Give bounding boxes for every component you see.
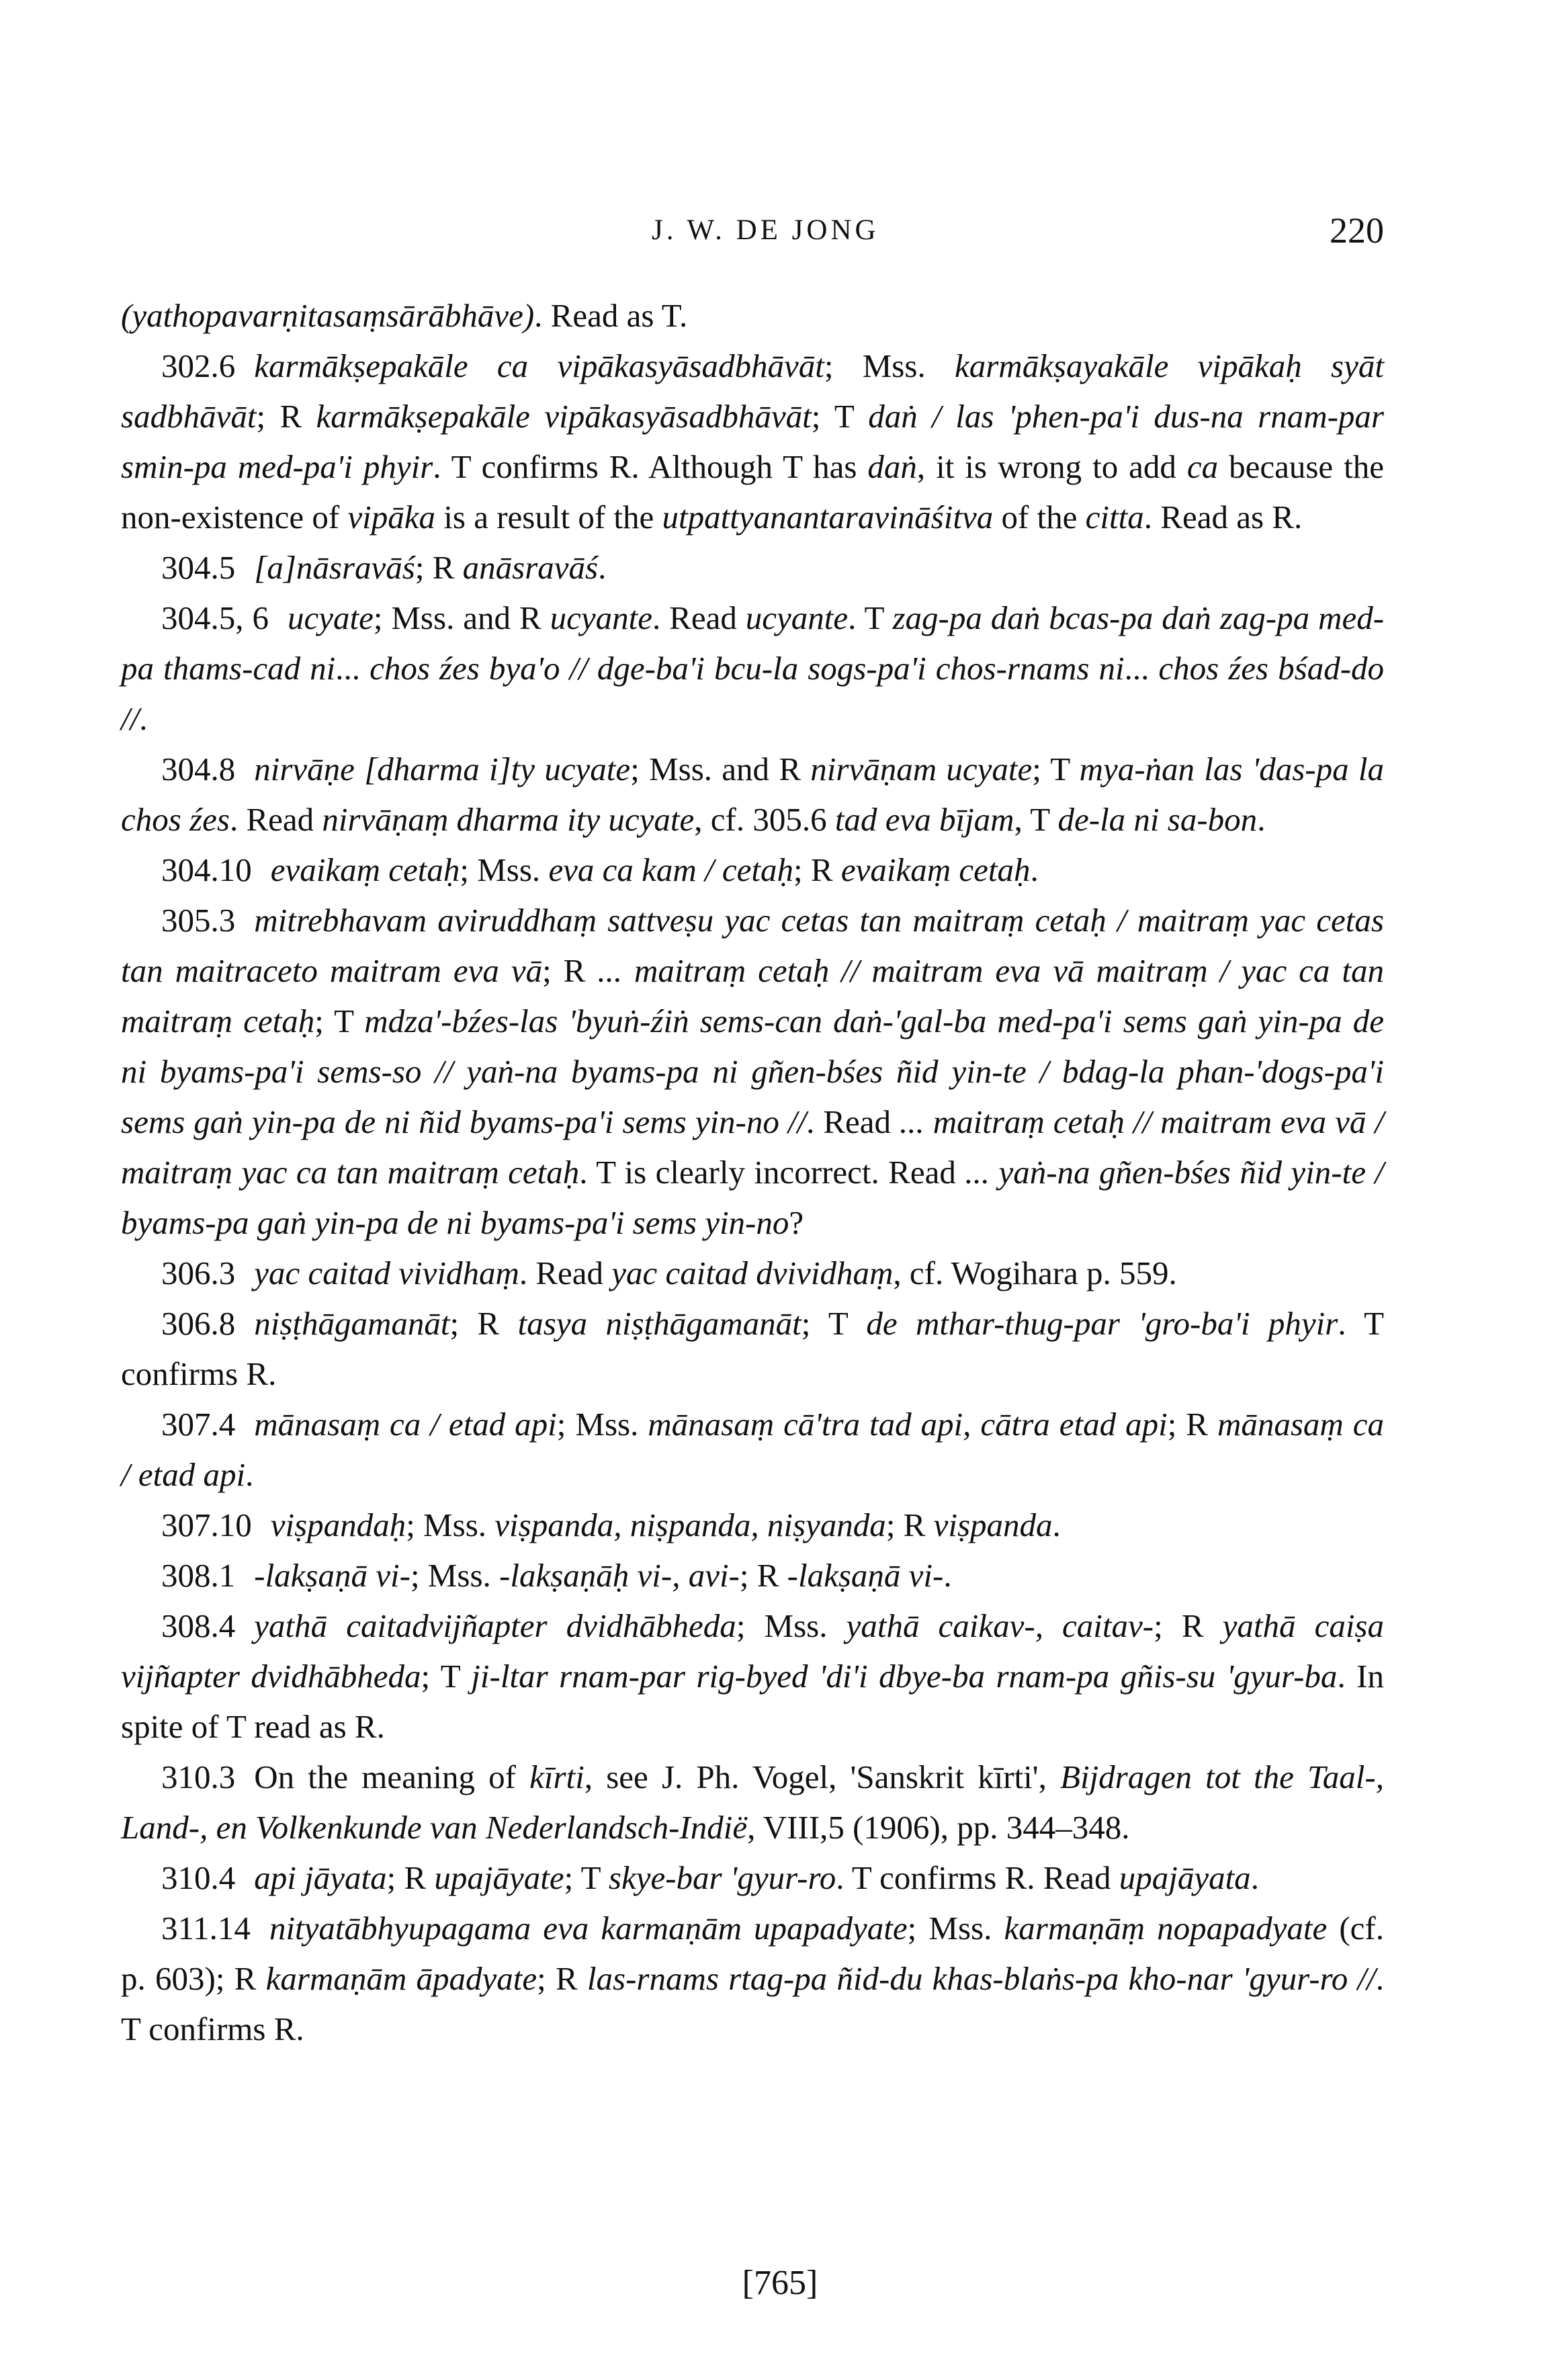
text-run: ; T — [564, 1859, 609, 1896]
line-reference: 304.5, 6 — [161, 599, 269, 636]
text-run: . Read — [652, 599, 746, 636]
line-reference: 302.6 — [161, 347, 236, 384]
italic-text: de-la ni sa-bon — [1057, 801, 1258, 838]
text-run: . T confirms R. Read — [836, 1859, 1119, 1896]
italic-text: mitrebhavam aviruddhaṃ sattveṣu yac cetas tan maitraṃ cetaḥ / maitraṃ yac cetas tan maitraceto maitram eva vā — [121, 902, 1384, 989]
italic-text: ... maitraṃ cetaḥ // maitram eva vā maitraṃ / yac ca tan maitraṃ cetaḥ — [121, 952, 1384, 1039]
italic-text: nityatābhyupagama eva karmaṇām upapadyate — [269, 1910, 908, 1947]
text-run: . — [245, 1456, 254, 1493]
text-run: because the non-existence of — [121, 448, 1384, 536]
line-reference: 310.3 — [161, 1758, 236, 1795]
note-entry — [121, 845, 1384, 895]
text-run: . T is clearly incorrect. Read — [579, 1154, 965, 1191]
text-run: . Read as R. — [1143, 499, 1303, 536]
text-run: ; T — [421, 1658, 472, 1695]
note-entry — [121, 341, 1384, 542]
line-reference: 307.10 — [161, 1506, 252, 1543]
italic-text: karmākṣayakāle vipākaḥ syāt sadbhāvāt — [121, 347, 1384, 435]
text-run: ; R — [1154, 1607, 1223, 1644]
text-run: ; R — [537, 1960, 587, 1997]
text-run: . — [1250, 1859, 1259, 1896]
line-reference: 308.1 — [161, 1557, 236, 1594]
italic-text: (yathopavarṇitasaṃsārābhāve) — [121, 297, 535, 334]
line-reference: 308.4 — [161, 1607, 236, 1644]
italic-text: yathā caiṣa vijñapter dvidhābheda — [121, 1607, 1385, 1695]
text-run: ; T — [801, 1305, 867, 1342]
text-run: . In spite of T read as R. — [121, 1658, 1385, 1745]
italic-text: vipāka — [347, 499, 436, 536]
text-run: . — [598, 549, 607, 586]
text-run: . T confirms R. — [121, 1305, 1385, 1392]
italic-text: nirvāṇam ucyate — [810, 751, 1033, 788]
text-run: ... — [1124, 650, 1159, 687]
text-run: ; R — [793, 851, 841, 888]
text-run: . Read — [806, 1103, 900, 1140]
text-run: . T confirms R. Although T has — [433, 448, 868, 485]
italic-text: viṣpanda, niṣpanda, niṣyanda — [494, 1506, 886, 1543]
italic-text: zag-pa daṅ bcas-pa daṅ zag-pa med-pa thams-cad ni — [121, 599, 1385, 687]
italic-text: utpattyanantaravināśitva — [662, 499, 994, 536]
text-run: . — [1257, 801, 1266, 838]
italic-text: kīrti — [529, 1758, 584, 1795]
line-reference: 304.10 — [161, 851, 252, 888]
italic-text: yac caitad dvividhaṃ — [611, 1255, 894, 1291]
text-run: . — [943, 1557, 952, 1594]
italic-text: mdza'-bźes-las 'byuṅ-źiṅ sems-can daṅ-'gal-ba med-pa'i sems gaṅ yin-pa de ni byams-pa'i sems-so // yaṅ-na byams-pa ni gñen-bśes ñid yin-te / bdag-la phan-'dogs-pa'i sems gaṅ yin-pa de ni ñid byams-pa'i sems yin-no // — [121, 1003, 1384, 1140]
italic-text: yathā caikav-, caitav- — [846, 1607, 1154, 1644]
italic-text: evaikaṃ cetaḥ — [270, 851, 460, 888]
italic-text: mya-ṅan las 'das-pa la chos źes — [121, 751, 1384, 838]
italic-text: citta — [1085, 499, 1144, 536]
text-run: ; R — [542, 952, 598, 989]
italic-text: anāsravāś — [462, 549, 599, 586]
text-run: ; R — [1167, 1406, 1217, 1443]
text-run: ; R — [256, 398, 316, 435]
text-run: (cf. p. 603); R — [121, 1910, 1384, 1997]
italic-text: nirvāṇaṃ dharma ity ucyate — [322, 801, 695, 838]
italic-text: niṣṭhāgamanāt — [254, 1305, 450, 1342]
text-run: . T — [848, 599, 893, 636]
page-number: 220 — [1330, 210, 1384, 251]
italic-text: api jāyata — [254, 1859, 387, 1896]
text-run: ; R — [386, 1859, 435, 1896]
italic-text: daṅ — [867, 448, 917, 485]
note-entry — [121, 1903, 1384, 2054]
italic-text: ... maitraṃ cetaḥ // maitram eva vā / maitraṃ yac ca tan maitraṃ cetaḥ — [121, 1103, 1384, 1191]
italic-text: ji-ltar rnam-par rig-byed 'di'i dbye-ba rnam-pa gñis-su 'gyur-ba — [471, 1658, 1338, 1695]
line-reference: 311.14 — [161, 1910, 251, 1947]
line-reference: 307.4 — [161, 1406, 236, 1443]
note-entry — [121, 1298, 1384, 1399]
italic-text: ucyante — [745, 599, 849, 636]
text-run: , VIII,5 (1906), pp. 344–348. — [747, 1809, 1130, 1846]
text-run: . Read — [229, 801, 322, 838]
text-run: , see J. Ph. Vogel, 'Sanskrit kīrti', — [584, 1758, 1061, 1795]
italic-text: upajāyata — [1119, 1859, 1251, 1896]
italic-text: viṣpandaḥ — [270, 1506, 406, 1543]
italic-text: mānasaṃ cā'tra tad api, cātra etad api — [648, 1406, 1168, 1443]
line-reference: 304.5 — [161, 549, 236, 586]
italic-text: [a]nāsravāś — [254, 549, 415, 586]
text-run: ; Mss. — [410, 1557, 500, 1594]
italic-text: karmaṇām āpadyate — [265, 1960, 537, 1997]
text-run: ; Mss. — [824, 347, 955, 384]
page-header — [121, 210, 1384, 267]
text-run: . T confirms R. — [121, 1960, 1385, 2047]
text-run: ; Mss. — [556, 1406, 648, 1443]
italic-text: mānasaṃ ca / etad api — [254, 1406, 557, 1443]
italic-text: ca — [1186, 448, 1219, 485]
text-run: ; T — [811, 398, 869, 435]
line-reference: 304.8 — [161, 751, 236, 788]
italic-text: karmākṣepakāle ca vipākasyāsadbhāvāt — [254, 347, 824, 384]
text-run: of the — [993, 499, 1086, 536]
original-page-mark: [765] — [742, 2264, 818, 2302]
text-run: ; Mss. and R — [373, 599, 550, 636]
italic-text: karmākṣepakāle vipākasyāsadbhāvāt — [316, 398, 812, 435]
italic-text: yathā caitadvijñapter dvidhābheda — [254, 1607, 736, 1644]
note-entry — [121, 895, 1384, 1248]
italic-text: daṅ / las 'phen-pa'i dus-na rnam-par smin-pa med-pa'i phyir — [121, 398, 1384, 485]
italic-text: chos źes bśad-do // — [121, 650, 1385, 737]
text-run: ; Mss. — [406, 1506, 495, 1543]
text-run: is a result of the — [435, 499, 662, 536]
text-run: ; Mss. — [907, 1910, 1004, 1947]
italic-text: mānasaṃ ca / etad api — [121, 1406, 1385, 1493]
text-run: ; R — [415, 549, 463, 586]
note-entry — [121, 1752, 1384, 1853]
text-run: , T — [1014, 801, 1058, 838]
text-run: ; T — [1032, 751, 1080, 788]
running-title: J. W. DE JONG — [652, 214, 879, 246]
text-run: . Read — [519, 1255, 612, 1291]
italic-text: -lakṣaṇā vi- — [254, 1557, 410, 1594]
line-reference: 305.3 — [161, 902, 236, 939]
text-run: , it is wrong to add — [916, 448, 1187, 485]
italic-text: ucyate — [287, 599, 374, 636]
text-run: . — [1052, 1506, 1061, 1543]
italic-text: eva ca kam / cetaḥ — [548, 851, 794, 888]
text-run: ; R — [449, 1305, 518, 1342]
text-run: ; R — [885, 1506, 934, 1543]
text-run: ; Mss. and R — [630, 751, 811, 788]
text-run: , cf. Wogihara p. 559. — [893, 1255, 1177, 1291]
line-reference: 310.4 — [161, 1859, 236, 1896]
note-entry — [121, 1399, 1384, 1500]
italic-text: viṣpanda — [933, 1506, 1053, 1543]
italic-text: upajāyate — [434, 1859, 564, 1896]
note-entry — [121, 1853, 1384, 1903]
text-run: On the meaning of — [254, 1758, 530, 1795]
text-run: , cf. 305.6 — [694, 801, 835, 838]
line-reference: 306.3 — [161, 1255, 236, 1291]
note-entry — [121, 1601, 1384, 1752]
text-run: ; Mss. — [460, 851, 549, 888]
note-entry — [121, 1500, 1384, 1550]
note-entry — [121, 744, 1384, 845]
note-entry — [121, 1248, 1384, 1298]
italic-text: nirvāṇe [dharma i]ty ucyate — [254, 751, 631, 788]
line-reference: 306.8 — [161, 1305, 236, 1342]
note-entry — [121, 593, 1384, 744]
italic-text: Bijdragen tot the Taal-, Land-, en Volkenkunde van Nederlandsch-Indië — [121, 1758, 1384, 1846]
notes-body — [121, 290, 1384, 2054]
text-run: . Read as T. — [534, 297, 688, 334]
italic-text: skye-bar 'gyur-ro — [608, 1859, 836, 1896]
italic-text: tasya niṣṭhāgamanāt — [517, 1305, 801, 1342]
italic-text: de mthar-thug-par 'gro-ba'i phyir — [866, 1305, 1338, 1342]
text-run: . — [1030, 851, 1039, 888]
text-run: ; T — [314, 1003, 365, 1039]
italic-text: karmaṇāṃ nopapadyate — [1004, 1910, 1328, 1947]
text-run: ... — [335, 650, 370, 687]
text-run: ; R — [739, 1557, 787, 1594]
note-entry — [121, 1550, 1384, 1601]
italic-text: evaikaṃ cetaḥ — [840, 851, 1031, 888]
italic-text: tad eva bījam — [834, 801, 1014, 838]
page-footer — [0, 2263, 1560, 2303]
text-run: . — [139, 700, 148, 737]
italic-text: -lakṣaṇāḥ vi-, avi- — [499, 1557, 740, 1594]
note-continuation — [121, 290, 1384, 341]
italic-text: ... yaṅ-na gñen-bśes ñid yin-te / byams-pa gaṅ yin-pa de ni byams-pa'i sems yin-no — [121, 1154, 1385, 1241]
italic-text: chos źes bya'o // dge-ba'i bcu-la sogs-pa'i chos-rnams ni — [370, 650, 1125, 687]
italic-text: -lakṣaṇā vi- — [787, 1557, 944, 1594]
text-run: ? — [789, 1204, 804, 1241]
italic-text: las-rnams rtag-pa ñid-du khas-blaṅs-pa kho-nar 'gyur-ro // — [587, 1960, 1376, 1997]
italic-text: ucyante — [550, 599, 652, 636]
text-run: ; Mss. — [736, 1607, 847, 1644]
note-entry — [121, 542, 1384, 593]
italic-text: yac caitad vividhaṃ — [254, 1255, 519, 1291]
